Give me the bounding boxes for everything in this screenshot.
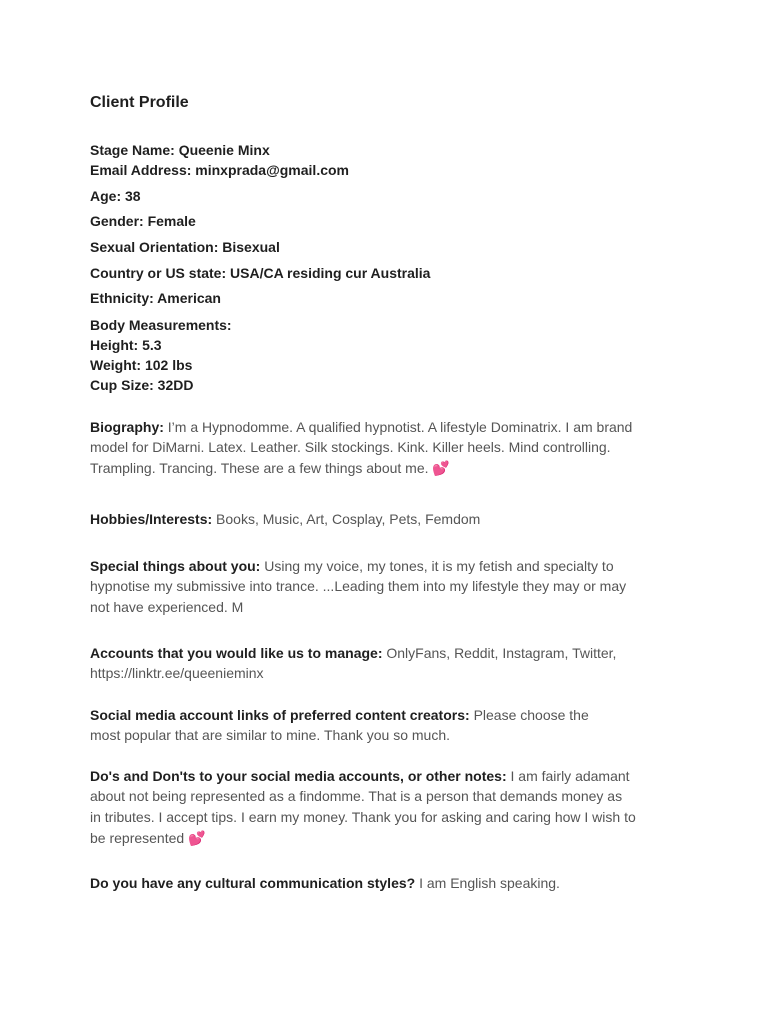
social-label: Social media account links of preferred content creators:: [90, 707, 470, 723]
biography-label: Biography:: [90, 419, 164, 435]
biography-text: I’m a Hypnodomme. A qualified hypnotist. A lifestyle Dominatrix. I am brand: [167, 419, 633, 435]
cultural-label: Do you have any cultural communication styles?: [90, 875, 416, 891]
ethnicity-value: American: [157, 290, 221, 306]
age-label: Age:: [90, 188, 122, 204]
biography-line-2: model for DiMarni. Latex. Leather. Silk stockings. Kink. Killer heels. Mind controlling.: [90, 439, 611, 455]
cup-size-label: Cup Size:: [90, 377, 154, 393]
orientation-label: Sexual Orientation:: [90, 239, 219, 255]
biography-text: Trampling. Trancing. These are a few things about me.: [90, 460, 429, 476]
dos-line-4: [90, 828, 206, 848]
dos-label: Do's and Don'ts to your social media accounts, or other notes:: [90, 768, 507, 784]
country-label: Country or US state:: [90, 265, 227, 281]
social-text: Please choose the: [473, 707, 589, 723]
hobbies-row: [90, 509, 480, 529]
accounts-line-1: [90, 643, 616, 663]
dos-text: be represented: [90, 830, 185, 846]
cup-size-value: 32DD: [157, 377, 194, 393]
body-measurements-label: Body Measurements:: [90, 317, 232, 333]
document-title: Client Profile: [90, 94, 189, 111]
accounts-text: OnlyFans, Reddit, Instagram, Twitter,: [386, 645, 617, 661]
stage-name-row: [90, 140, 270, 160]
gender-row: [90, 211, 196, 231]
special-label: Special things about you:: [90, 558, 261, 574]
email-label: Email Address:: [90, 162, 192, 178]
gender-value: Female: [147, 213, 196, 229]
dos-text: I am fairly adamant: [510, 768, 630, 784]
social-line-1: [90, 705, 589, 725]
stage-name-value: Queenie Minx: [178, 142, 270, 158]
accounts-label: Accounts that you would like us to manage:: [90, 645, 383, 661]
biography-line-1: [90, 417, 632, 437]
social-line-2: most popular that are similar to mine. Thank you so much.: [90, 727, 451, 743]
height-value: 5.3: [142, 337, 162, 353]
hobbies-label: Hobbies/Interests:: [90, 511, 213, 527]
hobbies-value: Books, Music, Art, Cosplay, Pets, Femdom: [216, 511, 481, 527]
heart-emoji-icon: 💕: [432, 460, 450, 476]
age-value: 38: [125, 188, 141, 204]
height-row: [90, 335, 162, 355]
special-line-3: not have experienced. M: [90, 599, 244, 615]
age-row: [90, 186, 141, 206]
weight-label: Weight:: [90, 357, 142, 373]
gender-label: Gender:: [90, 213, 144, 229]
weight-row: [90, 355, 192, 375]
cup-size-row: [90, 375, 193, 395]
special-line-2: hypnotise my submissive into trance. ...Leading them into my lifestyle they may or may: [90, 578, 627, 594]
orientation-row: [90, 237, 280, 257]
stage-name-label: Stage Name:: [90, 142, 175, 158]
dos-line-3: in tributes. I accept tips. I earn my money. Thank you for asking and caring how I wish to: [90, 809, 636, 825]
email-row: [90, 160, 349, 180]
cultural-row: [90, 873, 560, 893]
country-value: USA/CA residing cur Australia: [230, 265, 431, 281]
special-text: Using my voice, my tones, it is my fetish and specialty to: [264, 558, 614, 574]
email-value: minxprada@gmail.com: [195, 162, 349, 178]
orientation-value: Bisexual: [222, 239, 280, 255]
ethnicity-row: [90, 288, 221, 308]
ethnicity-label: Ethnicity:: [90, 290, 154, 306]
weight-value: 102 lbs: [144, 357, 193, 373]
height-label: Height:: [90, 337, 139, 353]
country-row: [90, 263, 430, 283]
dos-line-2: about not being represented as a findomme. That is a person that demands money as: [90, 788, 623, 804]
heart-emoji-icon: 💕: [188, 830, 206, 846]
special-line-1: [90, 556, 614, 576]
cultural-value: I am English speaking.: [419, 875, 560, 891]
biography-line-3: [90, 458, 450, 478]
accounts-line-2: https://linktr.ee/queenieminx: [90, 665, 264, 681]
dos-line-1: [90, 766, 630, 786]
